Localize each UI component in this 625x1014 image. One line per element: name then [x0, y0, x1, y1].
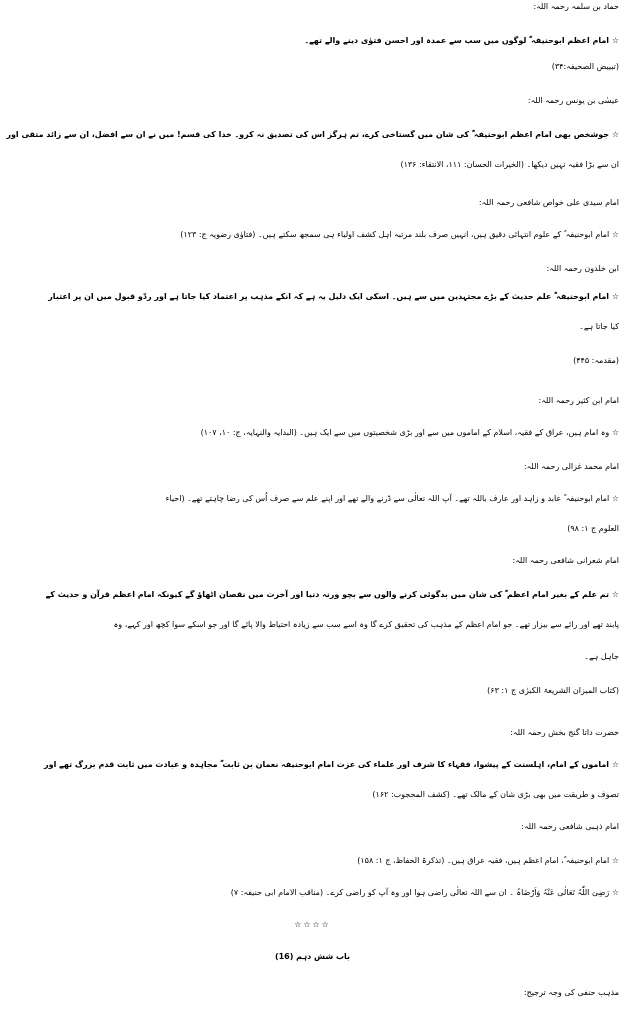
quote-line: ☆ امام اعظم ابوحنیفہ ؓ لوگوں میں سب سے عمدہ اور احسن فتوٰی دینے والے تھے۔ — [304, 36, 619, 45]
quote-line: کیا جاتا ہے۔ — [579, 322, 619, 331]
citation: (تبییض الصحیفہ:۳۴) — [551, 62, 619, 71]
scholar-heading: امام محمد غزالی رحمہ اللہ: — [523, 462, 619, 471]
quote-line: جاہل ہے۔ — [584, 652, 619, 661]
section-subheading: مذہب حنفی کی وجہ ترجیح: — [523, 988, 619, 997]
scholar-heading: حماد بن سلمہ رحمہ اللہ: — [533, 2, 619, 11]
scholar-heading: امام ذہبی شافعی رحمہ اللہ: — [521, 822, 619, 831]
chapter-heading: باب شش دہم (16) — [274, 952, 351, 961]
scholar-heading: حضرت داتا گنج بخش رحمہ اللہ: — [510, 728, 619, 737]
quote-line: ☆ جوشخص بھی امام اعظم ابوحنیفہ ؓ کی شان میں گستاخی کرے، تم ہرگز اس کی تصدیق نہ کرو۔ خدا کی قسم! میں نے ان سے افضل، ان سے زائد متقی اور — [6, 130, 619, 139]
scholar-heading: امام ابن کثیر رحمہ اللہ: — [538, 396, 619, 405]
citation: (مقدمہ: ۴۴۵) — [573, 356, 619, 365]
quote-line: ☆ تم علم کے بغیر امام اعظم ؓ کی شان میں بدگوئی کرنے والوں سے بچو ورنہ دنیا اور آخرت میں نقصان اٹھاؤ گے کیونکہ امام اعظم قرآن و حدیث کے — [45, 590, 619, 599]
quote-line: ☆ امام ابوحنیفہ ؓ عابد و زاہد اور عارف باللہ تھے۔ آپ اللہ تعالٰی سے ڈرنے والے تھے اور اپنے علم سے صرف اُس کی رضا چاہتے تھے۔ (احیاء — [165, 494, 619, 503]
quote-line: ☆ رَضِیَ اللّٰہُ تَعَالٰی عَنْہُ وَاَرْضَاہُ ۔ ان سے اللہ تعالٰی راضی ہوا اور وہ آپ کو راضی کرے۔ (مناقب الامام ابی حنیفہ: ۷) — [230, 888, 619, 897]
scholar-heading: عیسٰی بن یونس رحمہ اللہ: — [527, 96, 619, 105]
quote-line: العلوم ج ۱: ۹۸) — [567, 524, 619, 533]
quote-line: ان سے بڑا فقیہ نہیں دیکھا۔ (الخیرات الحسان: ۱۱۱، الانتقاء: ۱۳۶) — [400, 160, 619, 169]
scholar-heading: ابن خلدون رحمہ اللہ: — [546, 264, 619, 273]
citation: (کتاب المیزان الشریعۃ الکبرٰی ج ۱: ۶۳) — [487, 686, 619, 695]
quote-line: تصوف و طریقت میں بھی بڑی شان کے مالک تھے۔ (کشف المحجوب: ۱۶۲) — [372, 790, 619, 799]
scholar-heading: امام شعرانی شافعی رحمہ اللہ: — [512, 556, 619, 565]
quote-line: ☆ امام ابوحنیفہ ؓ، امام اعظم ہیں، فقیہ عراق ہیں۔ (تذکرۃ الحفاظ، ج ۱: ۱۵۸) — [357, 856, 619, 865]
quote-line: ☆ اماموں کے امام، اہلسنت کے پیشوا، فقہاء کا شرف اور علماء کی عزت امام ابوحنیفہ نعمان بن ثابت ؓ مجاہدہ و عبادت میں ثابت قدم بزرگ تھے اور — [44, 760, 619, 769]
quote-line: ☆ امام ابوحنیفہ ؓ کے علوم انتہائی دقیق ہیں، انہیں صرف بلند مرتبہ اہل کشف اولیاء ہی سمجھ سکتے ہیں۔ (فتاوٰی رضویہ ج: ۱۲۳) — [180, 230, 619, 239]
quote-line: ☆ وہ امام ہیں، عراق کے فقیہ، اسلام کے اماموں میں سے اور بڑی شخصیتوں میں سے ایک ہیں۔ (البدایہ والنہایہ، ج: ۱۰، ۱۰۷) — [200, 428, 619, 437]
quote-line: پابند تھے اور رائے سے بیزار تھے۔ جو امام اعظم کے مذہب کی تحقیق کرے گا وہ اسے سب سے زیادہ احتیاط والا پائے گا اور جو اسکے سوا کچھ اور کہے، وہ — [113, 620, 619, 629]
stars-separator: ☆☆☆☆ — [294, 920, 331, 929]
quote-line: ☆ امام ابوحنیفہ ؓ علم حدیث کے بڑے مجتہدین میں سے ہیں۔ اسکی ایک دلیل یہ ہے کہ انکے مذہب پر اعتماد کیا جاتا ہے اور ردّو قبول میں ان پر اعتبار — [48, 292, 619, 301]
scholar-heading: امام سیدی علی خواص شافعی رحمہ اللہ: — [478, 198, 619, 207]
